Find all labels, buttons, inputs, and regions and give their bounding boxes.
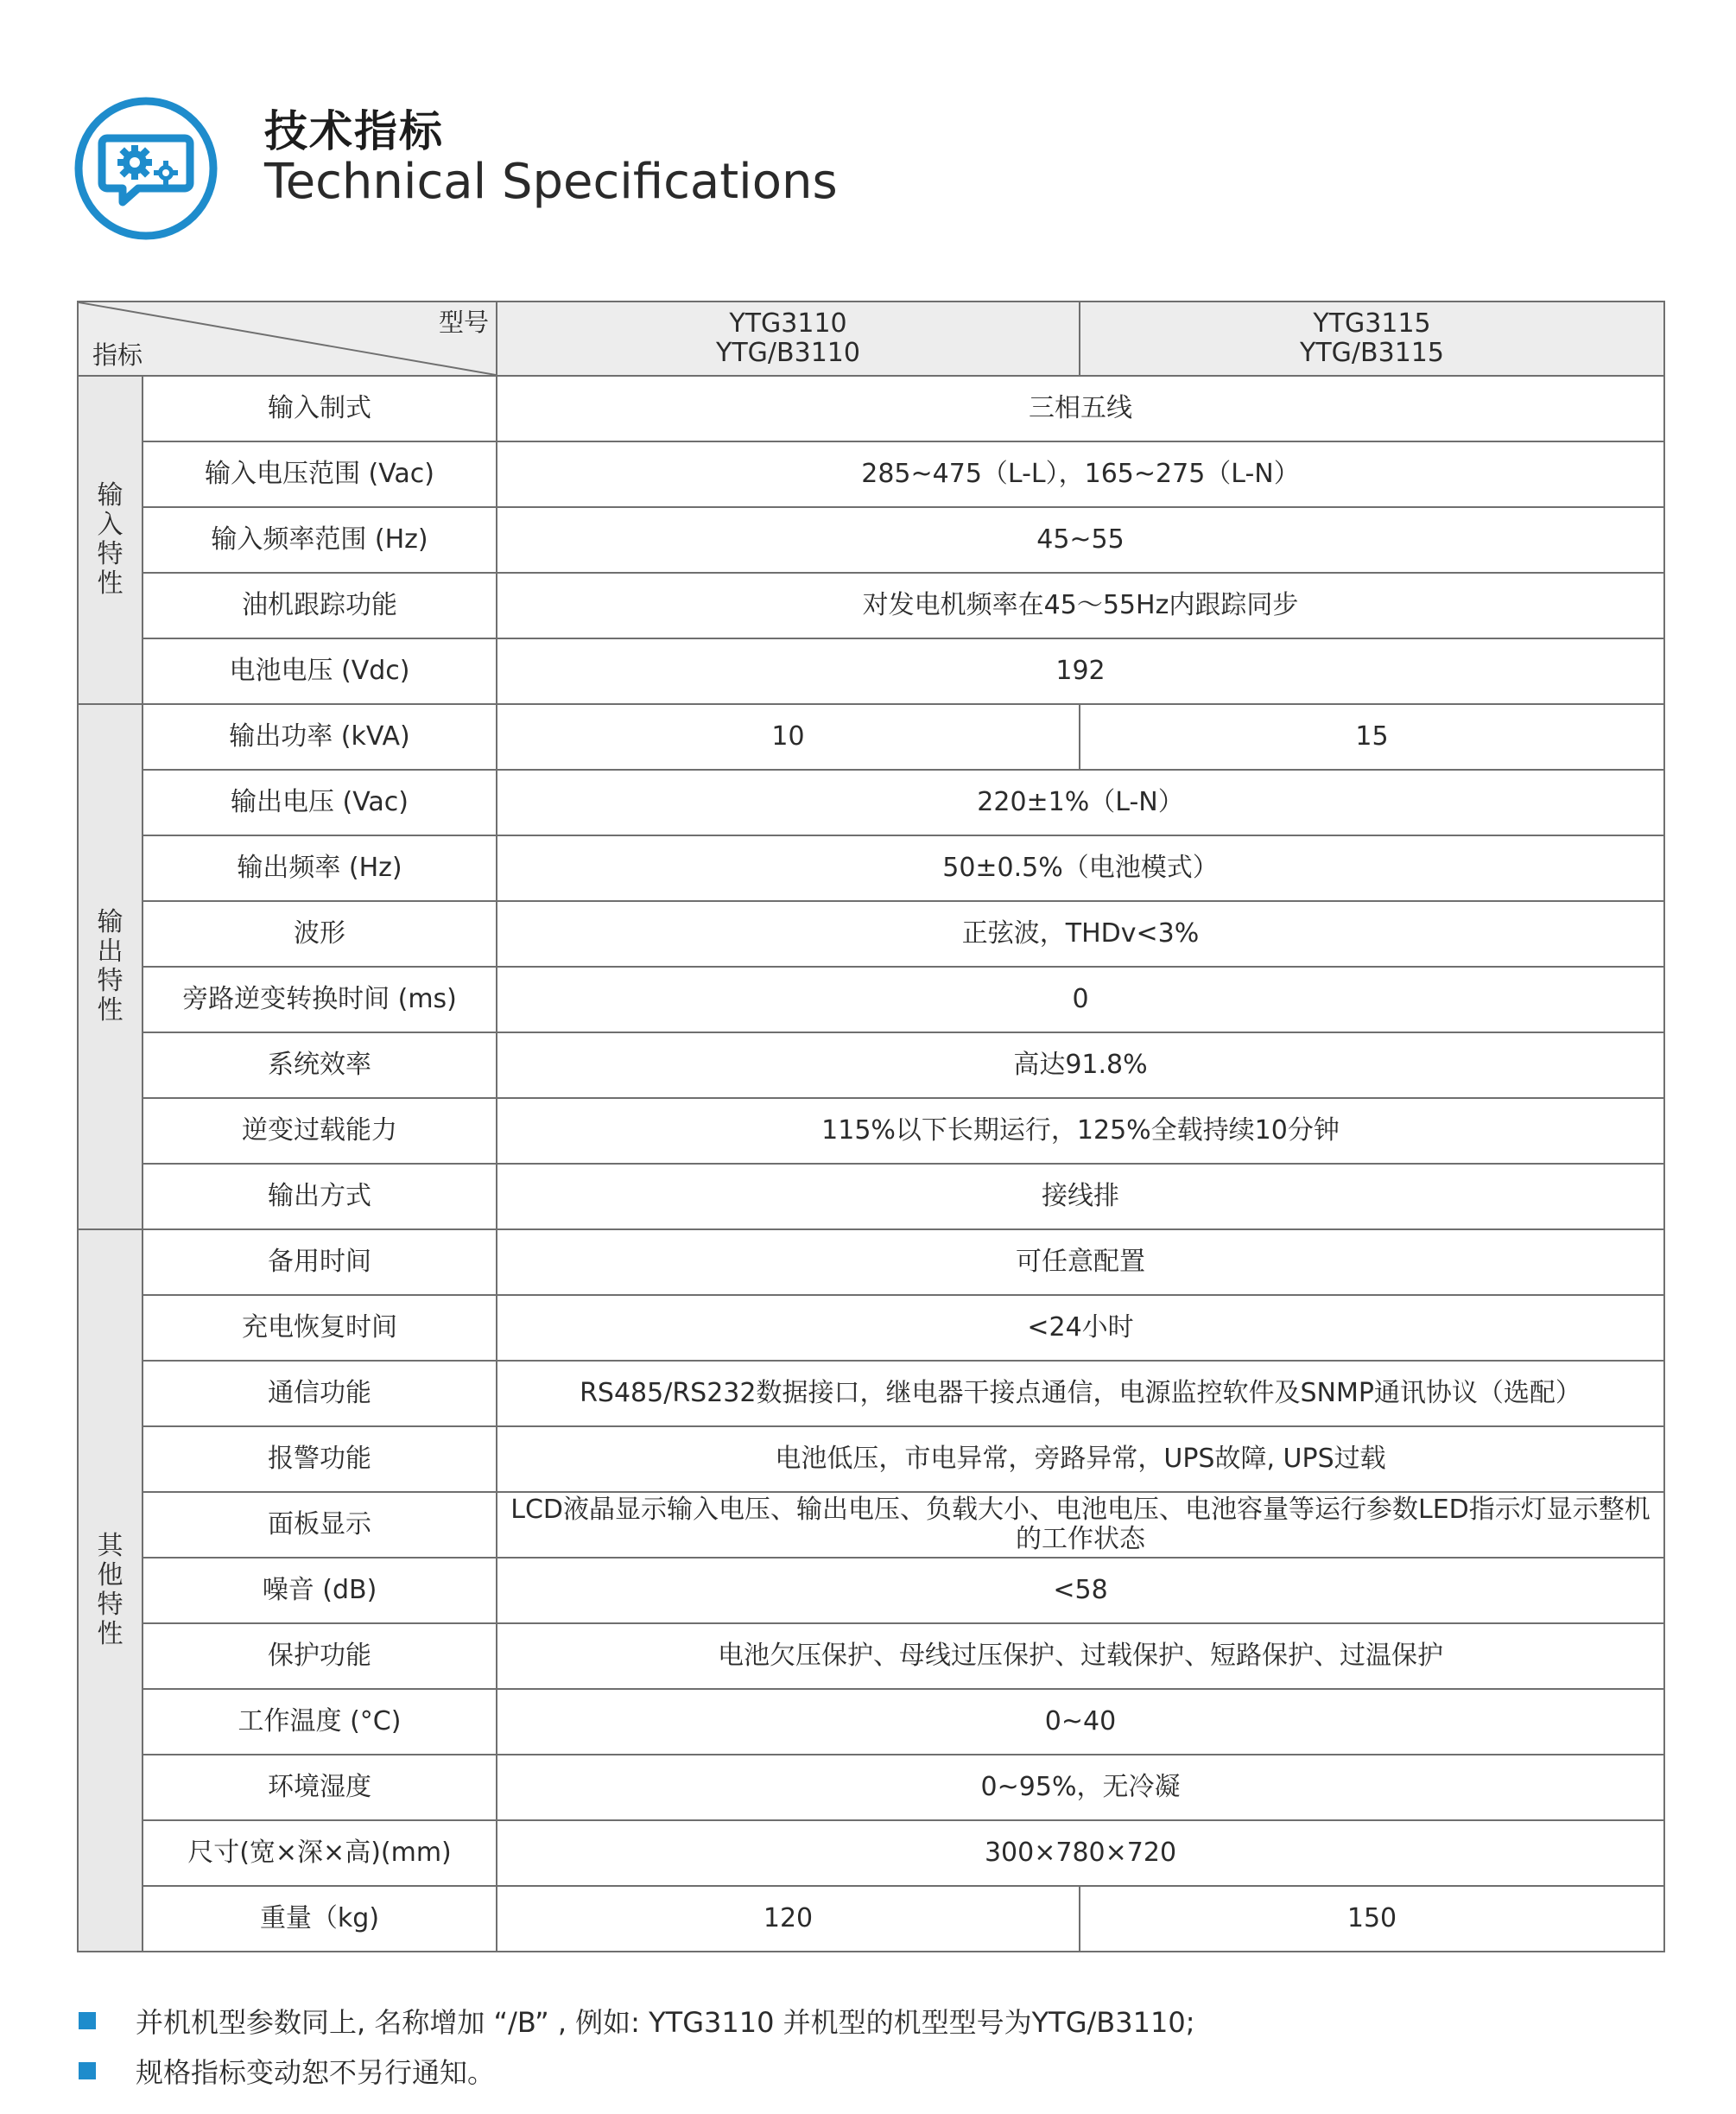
param-cell: 输出功率 (kVA) — [143, 704, 497, 770]
corner-model-label: 型号 — [438, 308, 489, 337]
model-a-line2: YTG/B3110 — [716, 338, 860, 368]
param-cell: 备用时间 — [143, 1229, 497, 1295]
value-cell: 0 — [497, 967, 1664, 1032]
param-cell: 波形 — [143, 901, 497, 967]
value-cell: 300×780×720 — [497, 1820, 1664, 1886]
value-cell: 115%以下长期运行，125%全载持续10分钟 — [497, 1098, 1664, 1164]
footnote-text: 规格指标变动恕不另行通知。 — [136, 2056, 496, 2089]
model-b-line1: YTG3115 — [1313, 308, 1431, 339]
page-title: 技术指标 — [264, 106, 444, 156]
param-cell: 油机跟踪功能 — [143, 573, 497, 638]
value-cell-model-b: 15 — [1080, 704, 1664, 770]
table-row — [78, 638, 1664, 704]
value-cell-model-b: 150 — [1080, 1886, 1664, 1952]
table-row — [78, 1886, 1664, 1952]
table-row — [78, 1820, 1664, 1886]
group-label-output: 输出特性 — [78, 704, 143, 1229]
table-row — [78, 1558, 1664, 1623]
value-cell: 电池低压，市电异常，旁路异常，UPS故障, UPS过载 — [497, 1426, 1664, 1492]
param-cell: 尺寸(宽×深×高)(mm) — [143, 1820, 497, 1886]
spec-table — [77, 301, 1665, 1952]
value-cell: 可任意配置 — [497, 1229, 1664, 1295]
table-row — [78, 507, 1664, 573]
value-cell: 45~55 — [497, 507, 1664, 573]
param-cell: 输出方式 — [143, 1164, 497, 1229]
value-cell-model-a: 10 — [497, 704, 1080, 770]
table-row — [78, 1755, 1664, 1820]
footnote-item — [77, 1996, 1657, 2046]
table-row — [78, 901, 1664, 967]
value-cell: 对发电机频率在45～55Hz内跟踪同步 — [497, 573, 1664, 638]
value-cell: 220±1%（L-N） — [497, 770, 1664, 835]
square-bullet-icon — [79, 2062, 96, 2079]
param-cell: 逆变过载能力 — [143, 1098, 497, 1164]
table-row — [78, 441, 1664, 507]
param-cell: 输出电压 (Vac) — [143, 770, 497, 835]
param-cell: 通信功能 — [143, 1361, 497, 1426]
table-row — [78, 835, 1664, 901]
table-row — [78, 1098, 1664, 1164]
footnotes — [77, 1996, 1657, 2096]
value-cell: <24小时 — [497, 1295, 1664, 1361]
param-cell: 电池电压 (Vdc) — [143, 638, 497, 704]
corner-cell — [78, 302, 497, 376]
param-cell: 输出频率 (Hz) — [143, 835, 497, 901]
table-row — [78, 1295, 1664, 1361]
corner-index-label: 指标 — [92, 340, 143, 370]
value-cell: <58 — [497, 1558, 1664, 1623]
param-cell: 保护功能 — [143, 1623, 497, 1689]
value-cell: 正弦波，THDv<3% — [497, 901, 1664, 967]
param-cell: 面板显示 — [143, 1492, 497, 1558]
table-row — [78, 1492, 1664, 1558]
group-label-input: 输入特性 — [78, 376, 143, 704]
value-cell: LCD液晶显示输入电压、输出电压、负载大小、电池电压、电池容量等运行参数LED指示灯显示整机的工作状态 — [497, 1492, 1664, 1558]
gears-in-screen-icon — [73, 95, 219, 242]
param-cell: 充电恢复时间 — [143, 1295, 497, 1361]
table-row — [78, 967, 1664, 1032]
value-cell: RS485/RS232数据接口，继电器干接点通信，电源监控软件及SNMP通讯协议（选配） — [497, 1361, 1664, 1426]
model-b-line2: YTG/B3115 — [1300, 338, 1444, 368]
table-row — [78, 1032, 1664, 1098]
table-row — [78, 704, 1664, 770]
value-cell: 50±0.5%（电池模式） — [497, 835, 1664, 901]
value-cell: 三相五线 — [497, 376, 1664, 441]
model-a-header — [497, 302, 1080, 376]
table-row — [78, 1623, 1664, 1689]
param-cell: 输入频率范围 (Hz) — [143, 507, 497, 573]
table-header-row — [78, 302, 1664, 376]
footnote-item — [77, 2046, 1657, 2096]
param-cell: 重量（kg) — [143, 1886, 497, 1952]
table-row — [78, 1426, 1664, 1492]
table-row — [78, 1164, 1664, 1229]
group-label-other: 其他特性 — [78, 1229, 143, 1952]
value-cell: 高达91.8% — [497, 1032, 1664, 1098]
table-row — [78, 1361, 1664, 1426]
param-cell: 系统效率 — [143, 1032, 497, 1098]
model-b-header — [1080, 302, 1664, 376]
value-cell: 0~40 — [497, 1689, 1664, 1755]
param-cell: 报警功能 — [143, 1426, 497, 1492]
table-row — [78, 376, 1664, 441]
square-bullet-icon — [79, 2012, 96, 2029]
param-cell: 噪音 (dB) — [143, 1558, 497, 1623]
param-cell: 输入电压范围 (Vac) — [143, 441, 497, 507]
param-cell: 工作温度 (°C) — [143, 1689, 497, 1755]
value-cell: 接线排 — [497, 1164, 1664, 1229]
page-subtitle: Technical Specifications — [264, 154, 838, 210]
param-cell: 环境湿度 — [143, 1755, 497, 1820]
page-header — [0, 0, 1736, 276]
table-row — [78, 1229, 1664, 1295]
footnote-text: 并机机型参数同上, 名称增加 “/B” , 例如: YTG3110 并机型的机型型号为YTG/B3110; — [136, 2006, 1195, 2039]
param-cell: 输入制式 — [143, 376, 497, 441]
param-cell: 旁路逆变转换时间 (ms) — [143, 967, 497, 1032]
model-a-line1: YTG3110 — [729, 308, 847, 339]
table-row — [78, 1689, 1664, 1755]
value-cell: 192 — [497, 638, 1664, 704]
value-cell: 0~95%，无冷凝 — [497, 1755, 1664, 1820]
table-row — [78, 573, 1664, 638]
value-cell: 电池欠压保护、母线过压保护、过载保护、短路保护、过温保护 — [497, 1623, 1664, 1689]
value-cell: 285~475（L-L），165~275（L-N） — [497, 441, 1664, 507]
value-cell-model-a: 120 — [497, 1886, 1080, 1952]
table-row — [78, 770, 1664, 835]
